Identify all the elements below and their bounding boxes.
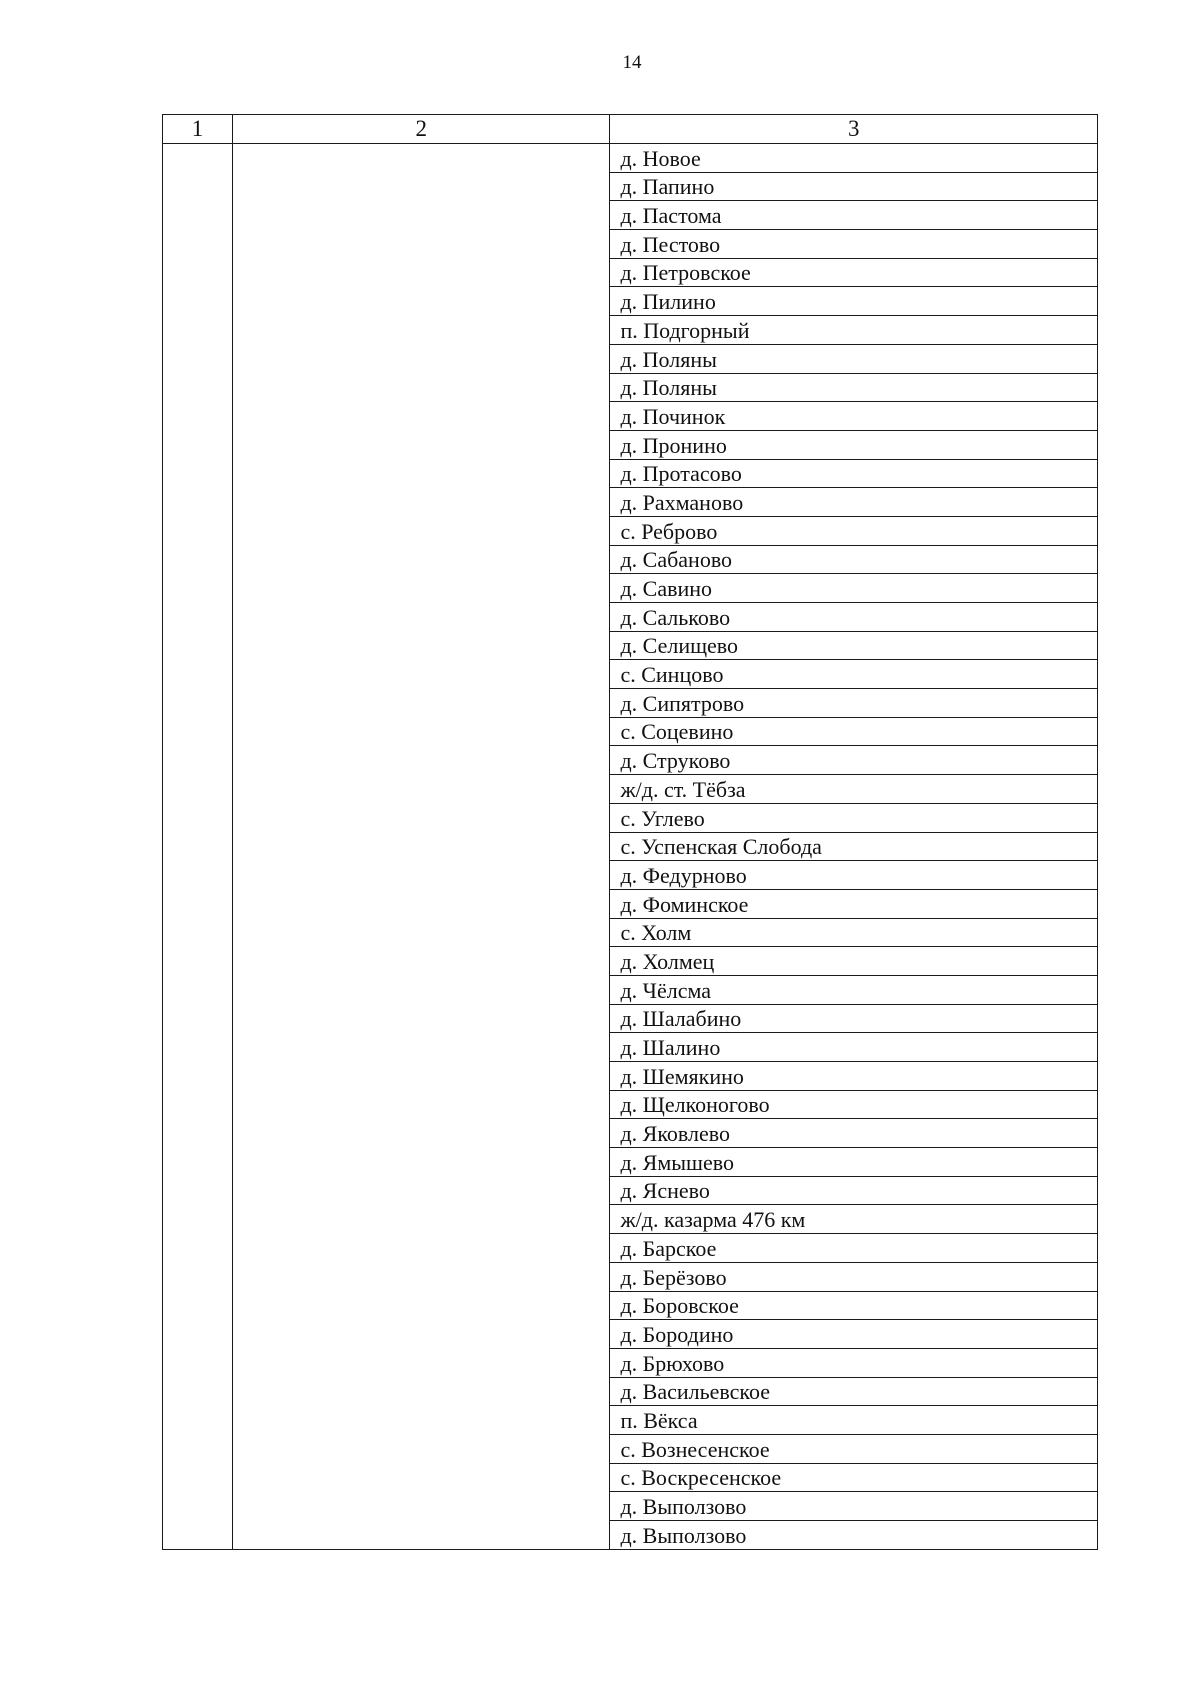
settlement-cell: д. Протасово bbox=[610, 459, 1098, 488]
settlement-cell: д. Выползово bbox=[610, 1492, 1098, 1521]
settlement-cell: д. Поляны bbox=[610, 344, 1098, 373]
settlement-cell: с. Синцово bbox=[610, 660, 1098, 689]
settlement-cell: д. Шалабино bbox=[610, 1004, 1098, 1033]
settlements-table bbox=[162, 114, 1098, 1550]
settlement-cell: п. Подгорный bbox=[610, 316, 1098, 345]
col-2-cell bbox=[233, 144, 610, 1550]
settlement-cell: с. Углево bbox=[610, 803, 1098, 832]
settlement-cell: д. Чёлсма bbox=[610, 975, 1098, 1004]
settlement-cell: д. Яковлево bbox=[610, 1119, 1098, 1148]
header-row bbox=[163, 115, 1098, 144]
settlement-cell: д. Шалино bbox=[610, 1033, 1098, 1062]
settlement-cell: д. Щелконогово bbox=[610, 1090, 1098, 1119]
settlement-cell: д. Пастома bbox=[610, 201, 1098, 230]
header-col-3: 3 bbox=[610, 115, 1098, 144]
settlement-cell: д. Фоминское bbox=[610, 889, 1098, 918]
settlement-cell: д. Пестово bbox=[610, 230, 1098, 259]
settlement-cell: д. Петровское bbox=[610, 258, 1098, 287]
header-col-2: 2 bbox=[233, 115, 610, 144]
settlement-cell: д. Пилино bbox=[610, 287, 1098, 316]
settlement-cell: д. Сабаново bbox=[610, 545, 1098, 574]
table-row bbox=[163, 144, 1098, 173]
settlement-cell: д. Савино bbox=[610, 574, 1098, 603]
settlement-cell: с. Воскресенское bbox=[610, 1463, 1098, 1492]
col-1-cell bbox=[163, 144, 233, 1550]
settlement-cell: д. Бородино bbox=[610, 1320, 1098, 1349]
settlement-cell: с. Вознесенское bbox=[610, 1434, 1098, 1463]
settlement-cell: д. Селищево bbox=[610, 631, 1098, 660]
settlement-cell: д. Сипятрово bbox=[610, 689, 1098, 718]
settlement-cell: д. Яснево bbox=[610, 1176, 1098, 1205]
settlement-cell: с. Успенская Слобода bbox=[610, 832, 1098, 861]
settlement-cell: п. Вёкса bbox=[610, 1406, 1098, 1435]
settlement-cell: д. Пронино bbox=[610, 430, 1098, 459]
settlement-cell: д. Струково bbox=[610, 746, 1098, 775]
settlement-cell: д. Новое bbox=[610, 144, 1098, 173]
settlement-cell: д. Шемякино bbox=[610, 1062, 1098, 1091]
settlement-cell: ж/д. казарма 476 км bbox=[610, 1205, 1098, 1234]
settlement-cell: д. Холмец bbox=[610, 947, 1098, 976]
settlement-cell: с. Соцевино bbox=[610, 717, 1098, 746]
settlement-cell: д. Ямышево bbox=[610, 1148, 1098, 1177]
settlement-cell: д. Боровское bbox=[610, 1291, 1098, 1320]
header-col-1: 1 bbox=[163, 115, 233, 144]
settlement-cell: д. Федурново bbox=[610, 861, 1098, 890]
settlement-cell: д. Рахманово bbox=[610, 488, 1098, 517]
settlement-cell: д. Поляны bbox=[610, 373, 1098, 402]
settlement-cell: с. Реброво bbox=[610, 516, 1098, 545]
settlement-cell: д. Починок bbox=[610, 402, 1098, 431]
settlement-cell: д. Выползово bbox=[610, 1521, 1098, 1550]
settlement-cell: с. Холм bbox=[610, 918, 1098, 947]
settlement-cell: ж/д. ст. Тёбза bbox=[610, 775, 1098, 804]
settlement-cell: д. Барское bbox=[610, 1234, 1098, 1263]
settlement-cell: д. Берёзово bbox=[610, 1262, 1098, 1291]
settlement-cell: д. Сальково bbox=[610, 603, 1098, 632]
settlement-cell: д. Васильевское bbox=[610, 1377, 1098, 1406]
settlement-cell: д. Папино bbox=[610, 172, 1098, 201]
settlement-cell: д. Брюхово bbox=[610, 1348, 1098, 1377]
page-number: 14 bbox=[622, 52, 642, 73]
